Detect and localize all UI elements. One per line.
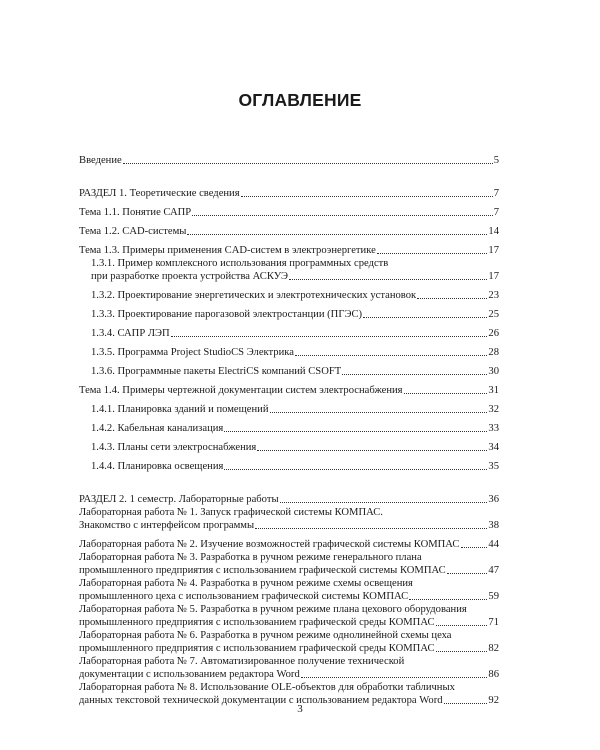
- toc-entry-text: РАЗДЕЛ 1. Теоретические сведения: [79, 188, 240, 199]
- dot-leader: [257, 449, 487, 451]
- toc-entry-page: 7: [493, 188, 499, 199]
- toc-entry-text: Тема 1.3. Примеры применения CAD-систем в электроэнергетике: [79, 245, 376, 256]
- toc-entry-lab-4[interactable]: [79, 577, 499, 603]
- toc-entry-text-line1: Лабораторная работа № 1. Запуск графической системы КОМПАС.: [79, 507, 383, 518]
- toc-entry-section-1[interactable]: [79, 181, 499, 200]
- toc-entry-text: 1.4.3. Планы сети электроснабжения: [91, 442, 257, 453]
- toc-entry-1-3-1[interactable]: [91, 257, 499, 283]
- page-title: ОГЛАВЛЕНИЕ: [238, 90, 362, 110]
- toc-entry-text-line1: 1.3.1. Пример комплексного использования программных средств: [91, 258, 389, 269]
- dot-leader: [342, 373, 487, 375]
- dot-leader: [404, 392, 488, 394]
- toc-entry-text-line1: Лабораторная работа № 4. Разработка в ручном режиме схемы освещения: [79, 578, 413, 589]
- toc-entry-1-3-6[interactable]: [91, 359, 499, 378]
- dot-leader: [409, 598, 487, 600]
- toc-entry-lab-7[interactable]: [79, 655, 499, 681]
- toc-entry-page: 31: [488, 385, 499, 396]
- toc-entry-page: 71: [488, 617, 499, 628]
- toc-entry-text: Лабораторная работа № 2. Изучение возможностей графической системы КОМПАС: [79, 539, 460, 550]
- toc-entry-page: 86: [488, 669, 499, 680]
- toc-entry-introduction[interactable]: [79, 148, 499, 167]
- toc-entry-page: 38: [488, 520, 499, 531]
- toc-entry-page: 92: [488, 695, 499, 706]
- toc-entry-1-4-1[interactable]: [91, 397, 499, 416]
- dot-leader: [417, 297, 487, 299]
- toc-entry-1-4-4[interactable]: [91, 454, 499, 473]
- dot-leader: [187, 233, 487, 235]
- dot-leader: [461, 546, 488, 548]
- toc-entry-page: 82: [488, 643, 499, 654]
- dot-leader: [289, 278, 487, 280]
- toc-entry-text: Тема 1.1. Понятие САПР: [79, 207, 192, 218]
- toc-entry-text: 1.3.2. Проектирование энергетических и электротехнических установок: [91, 290, 417, 301]
- dot-leader: [436, 650, 488, 652]
- toc-entry-text-line2: промышленного предприятия с использованием графической среды КОМПАС: [79, 617, 435, 628]
- toc-entry-page: 17: [488, 245, 499, 256]
- dot-leader: [280, 501, 488, 503]
- toc-entry-text: 1.3.4. САПР ЛЭП: [91, 328, 170, 339]
- dot-leader: [295, 354, 487, 356]
- toc-entry-text: 1.4.2. Кабельная канализация: [91, 423, 224, 434]
- toc-entry-page: 36: [488, 494, 499, 505]
- toc-entry-page: 25: [488, 309, 499, 320]
- toc-entry-page: 7: [493, 207, 499, 218]
- toc-entry-text: РАЗДЕЛ 2. 1 семестр. Лабораторные работы: [79, 494, 279, 505]
- toc-entry-text-line2: промышленного цеха с использованием графической системы КОМПАС: [79, 591, 409, 602]
- toc-entry-text-line2: промышленного предприятия с использованием графической системы КОМПАС: [79, 565, 446, 576]
- dot-leader: [447, 572, 488, 574]
- toc-entry-page: 44: [488, 539, 499, 550]
- dot-leader: [436, 624, 488, 626]
- toc-entry-page: 26: [488, 328, 499, 339]
- toc-entry-page: 47: [488, 565, 499, 576]
- toc-entry-page: 59: [488, 591, 499, 602]
- toc-entry-page: 5: [493, 155, 499, 166]
- dot-leader: [123, 162, 493, 164]
- toc-entry-page: 32: [488, 404, 499, 415]
- dot-leader: [301, 676, 488, 678]
- dot-leader: [192, 214, 493, 216]
- page-number: 3: [297, 703, 303, 715]
- toc-entry-text: Введение: [79, 155, 122, 166]
- toc-entry-page: 28: [488, 347, 499, 358]
- toc-entry-text-line1: Лабораторная работа № 6. Разработка в ручном режиме однолинейной схемы цеха: [79, 630, 452, 641]
- toc-entry-text-line1: Лабораторная работа № 8. Использование OLE-объектов для обработки табличных: [79, 682, 455, 693]
- dot-leader: [224, 468, 487, 470]
- dot-leader: [255, 527, 487, 529]
- toc-entry-lab-2[interactable]: [79, 532, 499, 551]
- toc-entry-text: Тема 1.2. CAD-системы: [79, 226, 187, 237]
- dot-leader: [363, 316, 487, 318]
- toc-entry-text-line2: промышленного предприятия с использованием графической среды КОМПАС: [79, 643, 435, 654]
- toc-entry-topic-1-4[interactable]: [79, 378, 499, 397]
- toc-entry-1-3-5[interactable]: [91, 340, 499, 359]
- toc-entry-topic-1-3[interactable]: [79, 238, 499, 257]
- toc-entry-lab-3[interactable]: [79, 551, 499, 577]
- toc-entry-text: 1.4.1. Планировка зданий и помещений: [91, 404, 269, 415]
- toc-entry-text: 1.3.5. Программа Project StudioCS Электрика: [91, 347, 294, 358]
- toc-entry-topic-1-1[interactable]: [79, 200, 499, 219]
- toc-entry-page: 34: [488, 442, 499, 453]
- toc-entry-page: 17: [488, 271, 499, 282]
- table-of-contents: [79, 148, 499, 707]
- toc-entry-text: 1.3.6. Программные пакеты ElectriCS компаний CSOFT: [91, 366, 342, 377]
- toc-entry-text-line2: данных текстовой технической документации с использованием редактора Word: [79, 695, 443, 706]
- toc-entry-1-4-2[interactable]: [91, 416, 499, 435]
- toc-entry-1-3-2[interactable]: [91, 283, 499, 302]
- toc-entry-page: 33: [488, 423, 499, 434]
- toc-entry-lab-1[interactable]: [79, 506, 499, 532]
- dot-leader: [270, 411, 488, 413]
- toc-entry-topic-1-2[interactable]: [79, 219, 499, 238]
- toc-entry-text-line2: документации с использованием редактора Word: [79, 669, 300, 680]
- toc-entry-text: Тема 1.4. Примеры чертежной документации систем электроснабжения: [79, 385, 403, 396]
- toc-entry-section-2[interactable]: [79, 487, 499, 506]
- toc-entry-lab-5[interactable]: [79, 603, 499, 629]
- dot-leader: [224, 430, 487, 432]
- dot-leader: [241, 195, 493, 197]
- toc-entry-text-line1: Лабораторная работа № 5. Разработка в ручном режиме плана цехового оборудования: [79, 604, 467, 615]
- toc-entry-text: 1.4.4. Планировка освещения: [91, 461, 224, 472]
- toc-entry-page: 14: [488, 226, 499, 237]
- toc-entry-lab-6[interactable]: [79, 629, 499, 655]
- toc-entry-page: 30: [488, 366, 499, 377]
- toc-entry-text-line2: Знакомство с интерфейсом программы: [79, 520, 255, 531]
- dot-leader: [377, 252, 488, 254]
- toc-entry-1-3-3[interactable]: [91, 302, 499, 321]
- toc-entry-text-line2: при разработке проекта устройства АСКУЭ: [91, 271, 289, 282]
- toc-entry-1-3-4[interactable]: [91, 321, 499, 340]
- toc-entry-text: 1.3.3. Проектирование парогазовой электростанции (ПГЭС): [91, 309, 363, 320]
- dot-leader: [171, 335, 488, 337]
- toc-entry-1-4-3[interactable]: [91, 435, 499, 454]
- toc-entry-text-line1: Лабораторная работа № 3. Разработка в ручном режиме генерального плана: [79, 552, 422, 563]
- toc-entry-page: 35: [488, 461, 499, 472]
- toc-entry-page: 23: [488, 290, 499, 301]
- toc-entry-text-line1: Лабораторная работа № 7. Автоматизированное получение технической: [79, 656, 405, 667]
